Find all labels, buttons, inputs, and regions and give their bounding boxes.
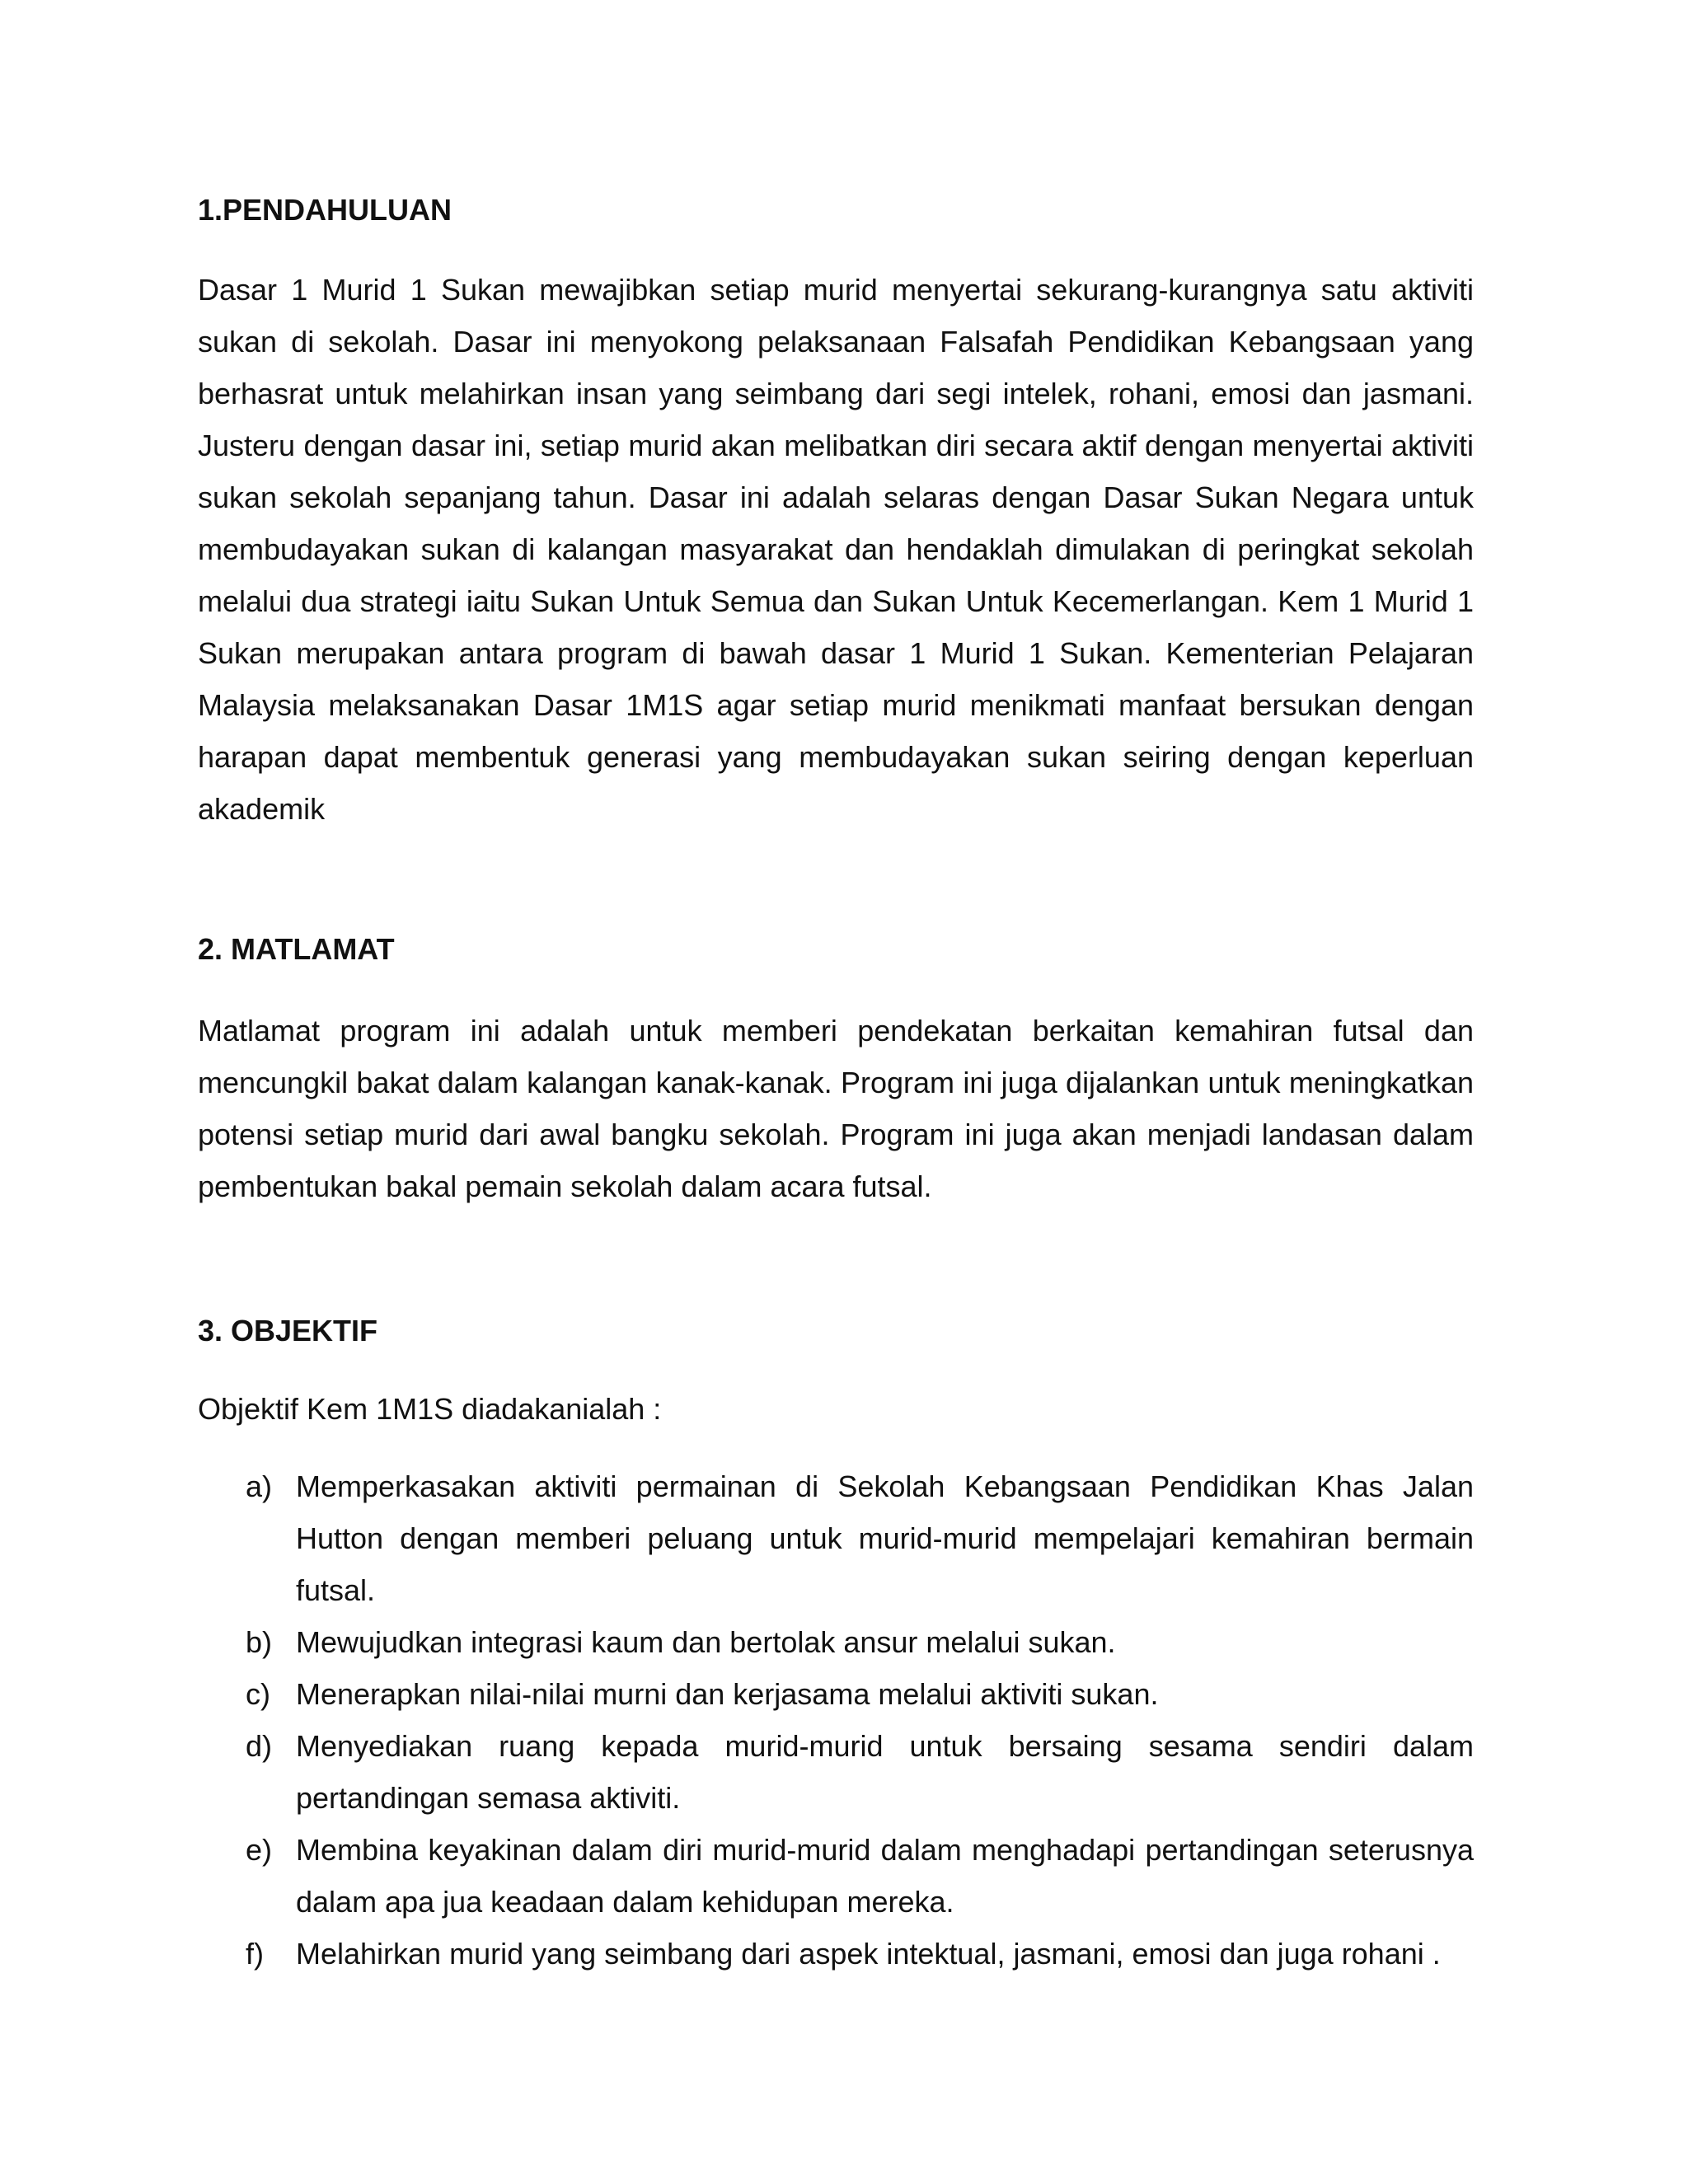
- list-item-text: Memperkasakan aktiviti permainan di Sekolah Kebangsaan Pendidikan Khas Jalan Hutton dengan memberi peluang untuk murid-murid mempelajari kemahiran bermain futsal.: [296, 1469, 1474, 1607]
- list-marker: b): [246, 1625, 273, 1659]
- list-marker: d): [246, 1729, 273, 1763]
- list-marker: a): [246, 1469, 273, 1503]
- list-marker: e): [246, 1833, 273, 1867]
- list-item-text: Melahirkan murid yang seimbang dari aspek intektual, jasmani, emosi dan juga rohani .: [296, 1937, 1441, 1971]
- paragraph-pendahuluan: Dasar 1 Murid 1 Sukan mewajibkan setiap murid menyertai sekurang-kurangnya satu aktiviti sukan di sekolah. Dasar ini menyokong pelaksanaan Falsafah Pendidikan Kebangsaan yang berhasrat untuk melahirkan insan yang seimbang dari segi intelek, rohani, emosi dan jasmani. Justeru dengan dasar ini, setiap murid akan melibatkan diri secara aktif dengan menyertai aktiviti sukan sekolah sepanjang tahun. Dasar ini adalah selaras dengan Dasar Sukan Negara untuk membudayakan sukan di kalangan masyarakat dan hendaklah dimulakan di peringkat sekolah melalui dua strategi iaitu Sukan Untuk Semua dan Sukan Untuk Kecemerlangan. Kem 1 Murid 1 Sukan merupakan antara program di bawah dasar 1 Murid 1 Sukan. Kementerian Pelajaran Malaysia melaksanakan Dasar 1M1S agar setiap murid menikmati manfaat bersukan dengan harapan dapat membentuk generasi yang membudayakan sukan seiring dengan keperluan akademik: [198, 273, 1474, 826]
- list-marker: c): [246, 1677, 270, 1711]
- list-item: [198, 1460, 1474, 1616]
- list-item-text: Mewujudkan integrasi kaum dan bertolak ansur melalui sukan.: [296, 1625, 1116, 1659]
- section-heading-pendahuluan: 1.PENDAHULUAN: [198, 193, 452, 227]
- list-item: [198, 1928, 1474, 1980]
- section-heading-objektif: 3. OBJEKTIF: [198, 1314, 378, 1347]
- objektif-list: [198, 1460, 1474, 1980]
- list-item-text: Menerapkan nilai-nilai murni dan kerjasama melalui aktiviti sukan.: [296, 1677, 1159, 1711]
- paragraph-matlamat: Matlamat program ini adalah untuk memberi pendekatan berkaitan kemahiran futsal dan mencungkil bakat dalam kalangan kanak-kanak. Program ini juga dijalankan untuk meningkatkan potensi setiap murid dari awal bangku sekolah. Program ini juga akan menjadi landasan dalam pembentukan bakal pemain sekolah dalam acara futsal.: [198, 1014, 1474, 1203]
- section-heading-matlamat: 2. MATLAMAT: [198, 932, 395, 966]
- objektif-intro: Objektif Kem 1M1S diadakanialah :: [198, 1392, 662, 1426]
- list-item: [198, 1668, 1474, 1720]
- list-marker: f): [246, 1937, 264, 1971]
- list-item: [198, 1824, 1474, 1928]
- list-item-text: Membina keyakinan dalam diri murid-murid dalam menghadapi pertandingan seterusnya dalam apa jua keadaan dalam kehidupan mereka.: [296, 1833, 1474, 1919]
- list-item: [198, 1616, 1474, 1668]
- list-item-text: Menyediakan ruang kepada murid-murid untuk bersaing sesama sendiri dalam pertandingan semasa aktiviti.: [296, 1729, 1474, 1815]
- list-item: [198, 1720, 1474, 1824]
